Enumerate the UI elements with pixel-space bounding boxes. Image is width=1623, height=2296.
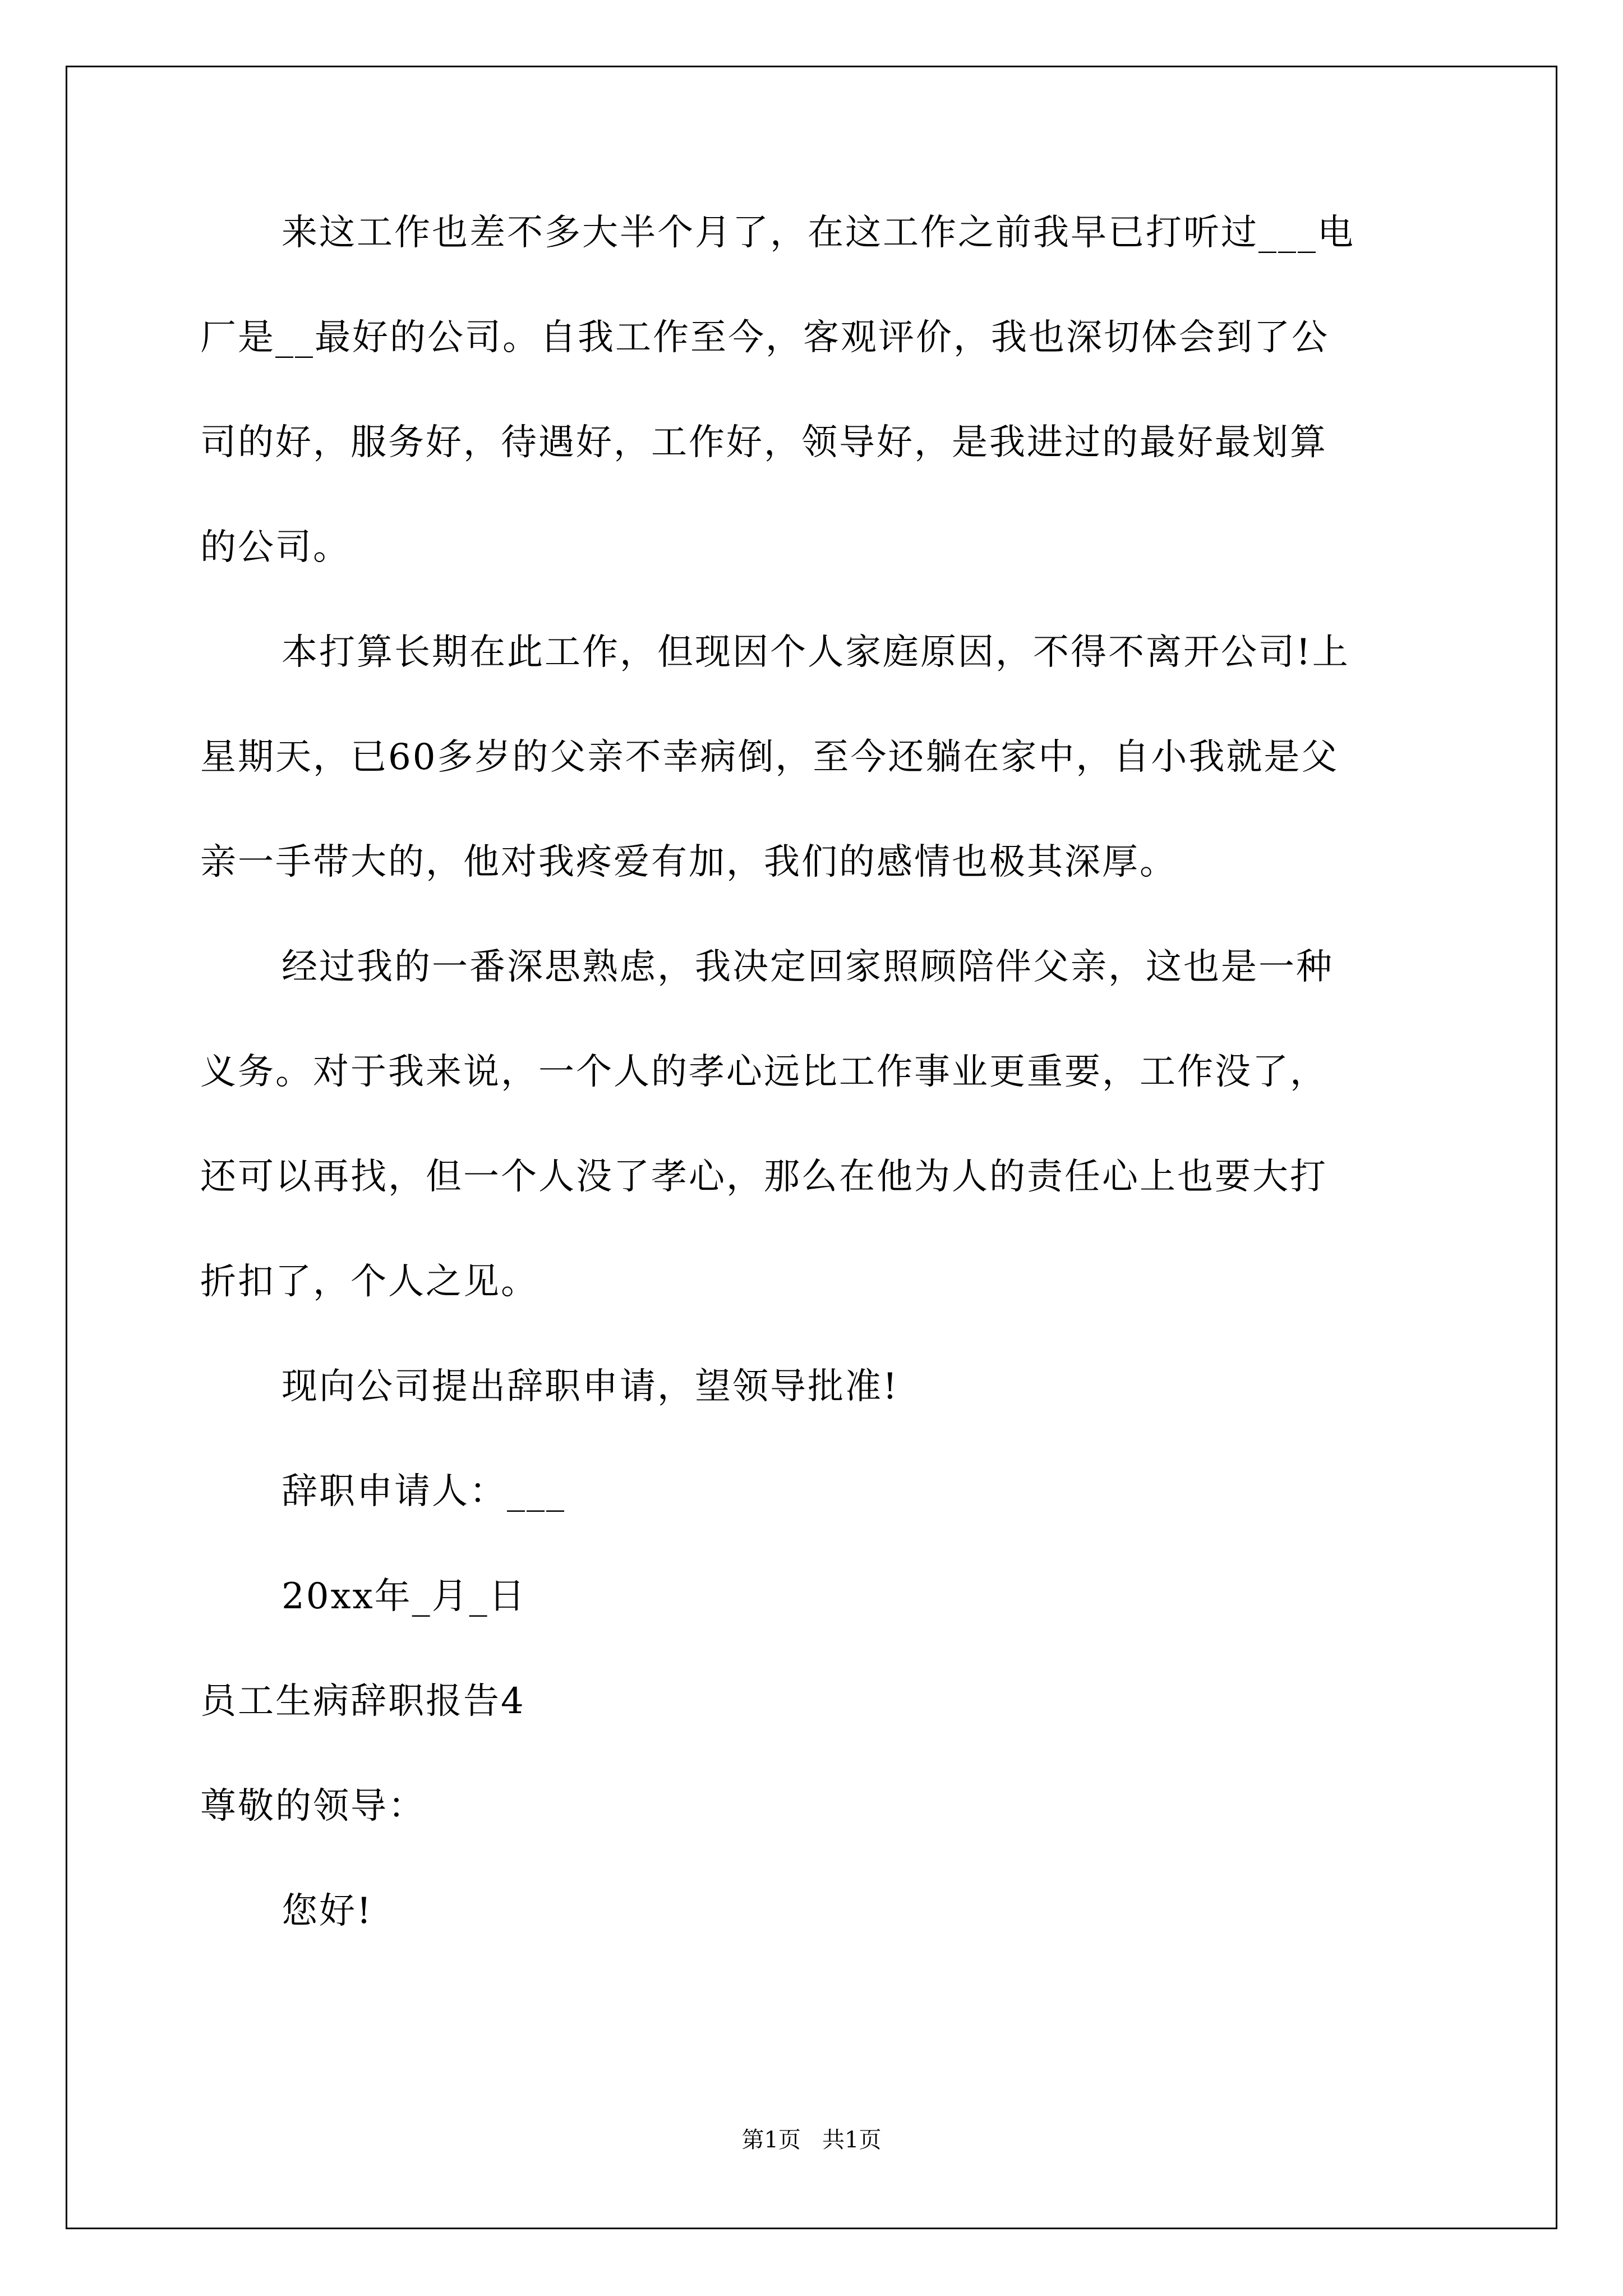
applicant-line: 辞职申请人：___ <box>282 1471 566 1512</box>
request-line: 现向公司提出辞职申请，望领导批准! <box>282 1366 899 1407</box>
paragraph-line: 经过我的一番深思熟虑，我决定回家照顾陪伴父亲，这也是一种 <box>282 946 1334 988</box>
paragraph-line: 星期天，已60多岁的父亲不幸病倒，至今还躺在家中，自小我就是父 <box>200 737 1339 778</box>
paragraph-line: 本打算长期在此工作，但现因个人家庭原因，不得不离开公司!上 <box>282 632 1350 673</box>
paragraph-line: 司的好，服务好，待遇好，工作好，领导好，是我进过的最好最划算 <box>200 422 1327 463</box>
paragraph-line: 义务。对于我来说，一个人的孝心远比工作事业更重要，工作没了， <box>200 1051 1327 1093</box>
paragraph-line: 来这工作也差不多大半个月了，在这工作之前我早已打听过___电 <box>282 212 1355 254</box>
greeting: 您好! <box>282 1890 373 1932</box>
paragraph-line: 亲一手带大的，他对我疼爱有加，我们的感情也极其深厚。 <box>200 841 1177 883</box>
paragraph-line: 的公司。 <box>200 527 351 568</box>
paragraph-line: 还可以再找，但一个人没了孝心，那么在他为人的责任心上也要大打 <box>200 1156 1327 1198</box>
page-footer: 第1页 共1页 <box>741 2127 882 2153</box>
section-heading: 员工生病辞职报告4 <box>200 1681 525 1722</box>
paragraph-line: 折扣了，个人之见。 <box>200 1261 538 1303</box>
date-line: 20xx年_月_日 <box>282 1576 527 1617</box>
salutation: 尊敬的领导： <box>200 1786 426 1827</box>
paragraph-line: 厂是__最好的公司。自我工作至今，客观评价，我也深切体会到了公 <box>200 317 1329 358</box>
